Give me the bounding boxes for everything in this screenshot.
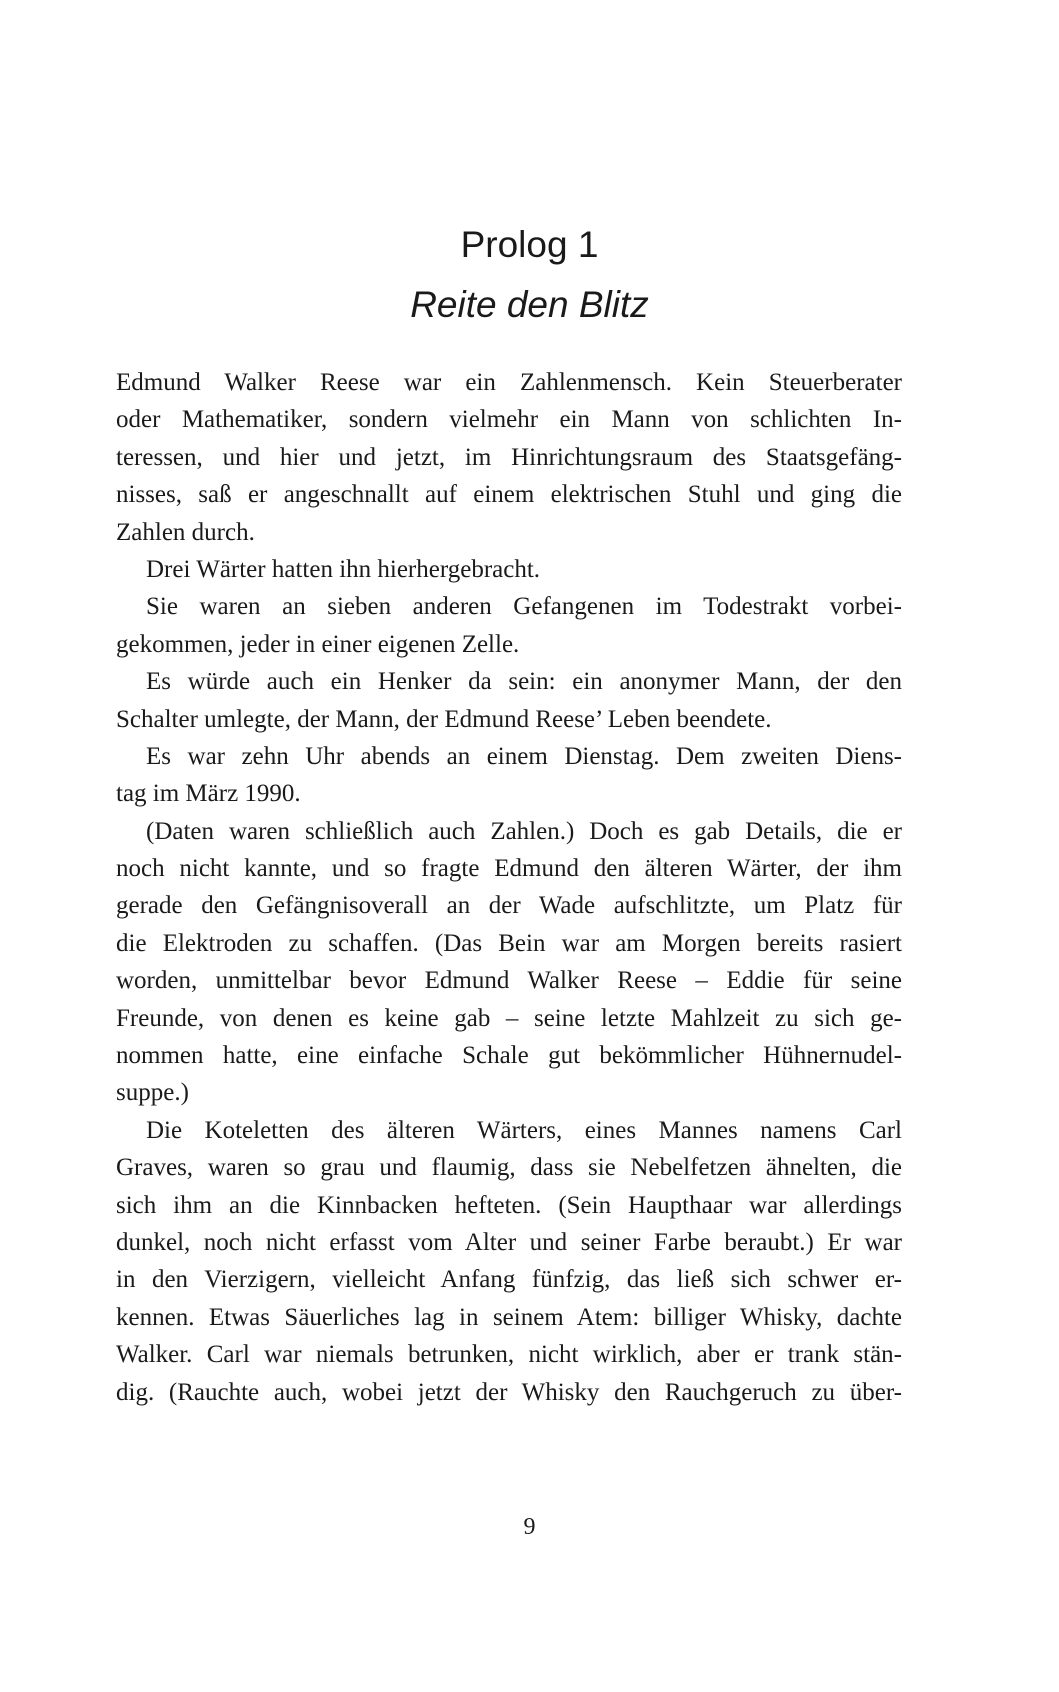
text-line: tag im März 1990. [116, 780, 301, 808]
text-line: Die Koteletten des älteren Wärters, eines Mannes namens Carl [146, 1116, 902, 1144]
text-line: noch nicht kannte, und so fragte Edmund den älteren Wärter, der ihm [116, 855, 902, 883]
text-line: Zahlen durch. [116, 518, 255, 546]
text-line: Drei Wärter hatten ihn hierhergebracht. [146, 555, 541, 583]
text-line: teressen, und hier und jetzt, im Hinrichtungsraum des Staatsgefäng- [116, 443, 902, 471]
text-line: (Daten waren schließlich auch Zahlen.) Doch es gab Details, die er [146, 817, 902, 845]
chapter-title: Prolog 1 [460, 224, 599, 265]
text-line: worden, unmittelbar bevor Edmund Walker Reese – Eddie für seine [116, 967, 902, 995]
text-line: nommen hatte, eine einfache Schale gut bekömmlicher Hühnernudel- [116, 1042, 902, 1070]
text-line: Graves, waren so grau und flaumig, dass sie Nebelfetzen ähnelten, die [116, 1154, 902, 1182]
text-line: suppe.) [116, 1079, 189, 1107]
text-line: Edmund Walker Reese war ein Zahlenmensch. Kein Steuerberater [116, 369, 902, 396]
text-line: dig. (Rauchte auch, wobei jetzt der Whisky den Rauchgeruch zu über- [116, 1378, 902, 1406]
text-line: kennen. Etwas Säuerliches lag in seinem Atem: billiger Whisky, dachte [116, 1303, 902, 1331]
text-line: Freunde, von denen es keine gab – seine letzte Mahlzeit zu sich ge- [116, 1004, 902, 1032]
text-line: gerade den Gefängnisoverall an der Wade aufschlitzte, um Platz für [116, 892, 902, 920]
text-line: gekommen, jeder in einer eigenen Zelle. [116, 630, 520, 658]
text-line: Es war zehn Uhr abends an einem Dienstag. Dem zweiten Diens- [146, 742, 902, 770]
text-line: dunkel, noch nicht erfasst vom Alter und seiner Farbe beraubt.) Er war [116, 1228, 902, 1256]
text-line: sich ihm an die Kinnbacken hefteten. (Sein Haupthaar war allerdings [116, 1191, 902, 1219]
text-line: die Elektroden zu schaffen. (Das Bein war am Morgen bereits rasiert [116, 929, 902, 957]
text-line: Schalter umlegte, der Mann, der Edmund Reese’ Leben beendete. [116, 705, 772, 733]
text-line: Sie waren an sieben anderen Gefangenen im Todestrakt vorbei- [146, 593, 902, 621]
text-line: Walker. Carl war niemals betrunken, nicht wirklich, aber er trank stän- [116, 1341, 902, 1369]
text-line: in den Vierzigern, vielleicht Anfang fünfzig, das ließ sich schwer er- [116, 1266, 902, 1294]
text-line: oder Mathematiker, sondern vielmehr ein Mann von schlichten In- [116, 406, 902, 434]
text-line: Es würde auch ein Henker da sein: ein anonymer Mann, der den [146, 668, 902, 696]
page-number: 9 [523, 1514, 536, 1540]
chapter-subtitle: Reite den Blitz [410, 284, 649, 325]
text-line: nisses, saß er angeschnallt auf einem elektrischen Stuhl und ging die [116, 481, 902, 509]
body-text [116, 364, 902, 1411]
